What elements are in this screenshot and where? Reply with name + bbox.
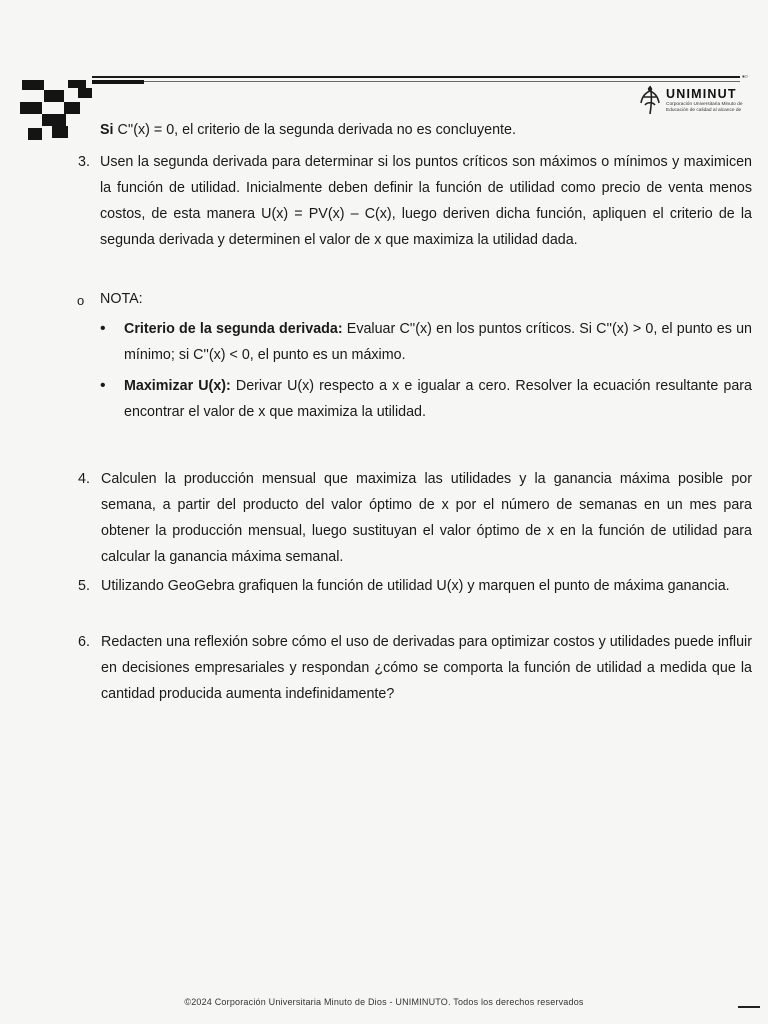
intro-bold: Si (100, 122, 114, 138)
note-2-text: Derivar U(x) respecto a x e igualar a cero. Resolver la ecuación resultante para encontrar el valor de x que maximiza la utilidad. (124, 378, 752, 420)
intro-line (100, 117, 740, 143)
uniminuto-logo (636, 83, 768, 119)
note-1 (124, 316, 752, 368)
header-rule (92, 76, 740, 78)
uniminuto-emblem-icon (638, 85, 662, 115)
corner-mark: ▪▫ (742, 72, 748, 81)
item-6-number: 6. (78, 634, 90, 650)
item-5-number: 5. (78, 578, 90, 594)
footer-dash (738, 1006, 760, 1008)
intro-text: C''(x) = 0, el criterio de la segunda derivada no es concluyente. (113, 122, 516, 138)
footer-copyright: ©2024 Corporación Universitaria Minuto de Dios - UNIMINUTO. Todos los derechos reservados (184, 997, 584, 1007)
nota-label: NOTA: (100, 291, 143, 307)
header-rule-thin (140, 81, 740, 82)
item-3-number: 3. (78, 154, 90, 170)
note-2-bold: Maximizar U(x): (124, 378, 231, 394)
note-1-bullet: • (100, 320, 106, 337)
item-3-text: Usen la segunda derivada para determinar si los puntos críticos son máximos o mínimos y maximicen la función de utilidad. Inicialmente deben definir la función de utilidad como precio de venta menos costos, de esta manera U(x) = PV(x) – C(x), luego deriven dicha función, apliquen el criterio de la segunda derivada y determinen el valor de x que maximiza la utilidad dada. (100, 154, 752, 248)
note-1-bold: Criterio de la segunda derivada: (124, 321, 343, 337)
note-1-text: Evaluar C''(x) en los puntos críticos. Si C''(x) > 0, el punto es un mínimo; si C''(x) < 0, el punto es un máximo. (124, 321, 752, 363)
logo-subtitle-1: Corporación Universitaria Minuto de (666, 102, 743, 107)
item-4-text: Calculen la producción mensual que maximiza las utilidades y la ganancia máxima posible por semana, a partir del producto del valor óptimo de x por el número de semanas en un mes para obtener la producción mensual, luego sustituyan el valor óptimo de x en la función de utilidad para calcular la ganancia máxima semanal. (101, 471, 752, 565)
item-5-text: Utilizando GeoGebra grafiquen la función de utilidad U(x) y marquen el punto de máxima ganancia. (101, 578, 730, 594)
note-2 (124, 373, 752, 425)
note-2-bullet: • (100, 377, 106, 394)
nota-bullet: o (77, 293, 85, 308)
item-6-text: Redacten una reflexión sobre cómo el uso de derivadas para optimizar costos y utilidades puede influir en decisiones empresariales y respondan ¿cómo se comporta la función de utilidad a medida que la cantidad producida aumenta indefinidamente? (101, 634, 752, 702)
item-4-number: 4. (78, 471, 90, 487)
logo-subtitle-2: Educación de calidad al alcance de (666, 108, 742, 113)
logo-name: UNIMINUT (666, 87, 737, 101)
